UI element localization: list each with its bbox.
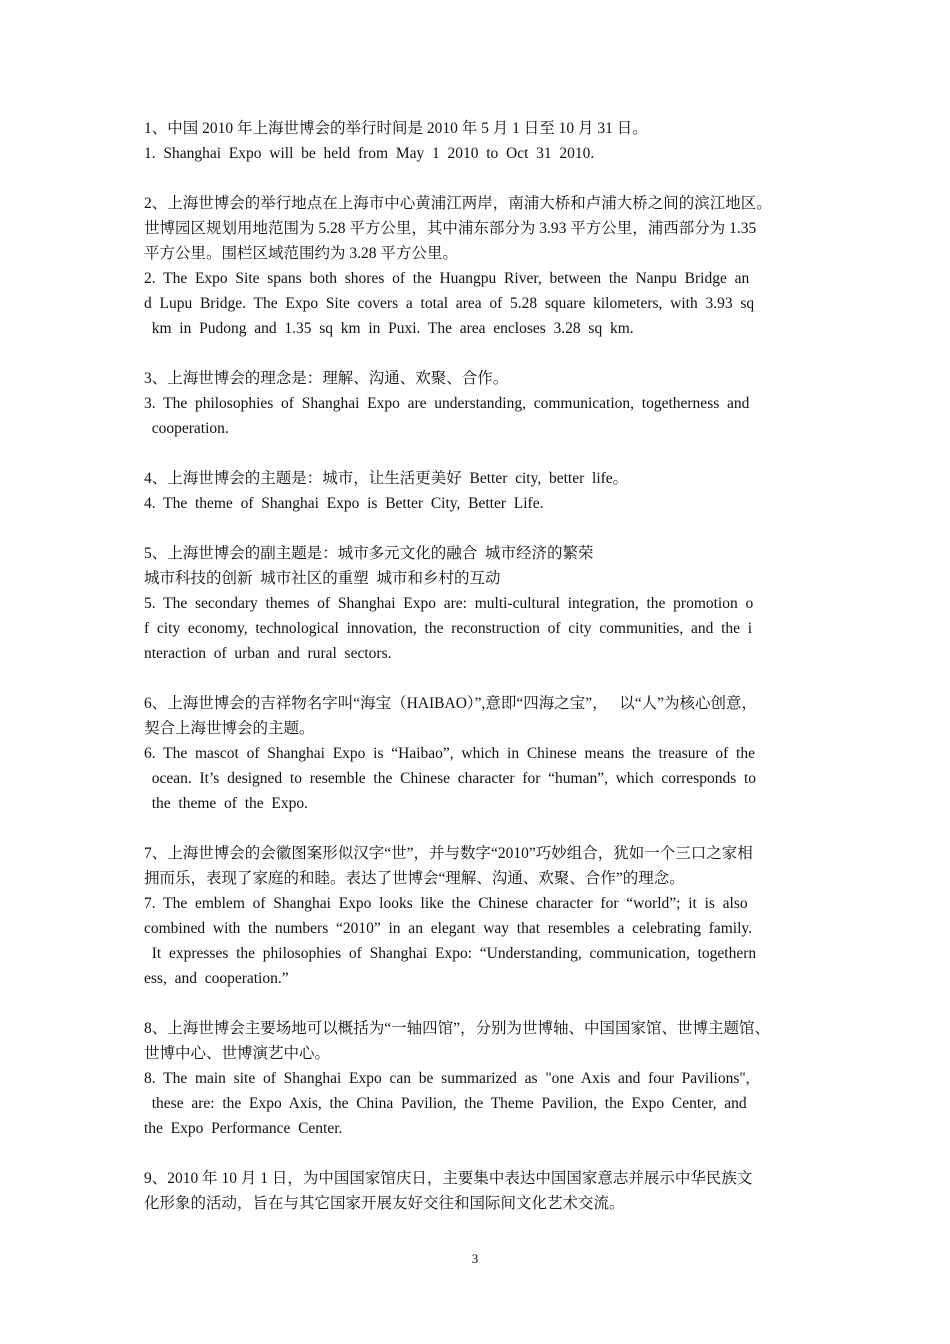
english-text-line: d Lupu Bridge. The Expo Site covers a total area of 5.28 square kilometers, with 3.93 sq xyxy=(144,295,755,312)
chinese-text-line: 平方公里。围栏区域范围约为 3.28 平方公里。 xyxy=(144,245,458,262)
chinese-text-line: 4、上海世博会的主题是：城市，让生活更美好 Better city, better life。 xyxy=(144,470,629,487)
document-body xyxy=(144,116,808,1241)
english-text-line: 4. The theme of Shanghai Expo is Better City, Better Life. xyxy=(144,495,544,512)
english-text-line: 6. The mascot of Shanghai Expo is “Haibao”, which in Chinese means the treasure of the xyxy=(144,745,755,762)
chinese-text-line: 7、上海世博会的会徽图案形似汉字“世”，并与数字“2010”巧妙组合，犹如一个三口之家相 xyxy=(144,845,753,862)
chinese-text-line: 6、上海世博会的吉祥物名字叫“海宝（HAIBAO）”,意即“四海之宝”， 以“人”为核心创意， xyxy=(144,695,758,712)
english-text-line: 5. The secondary themes of Shanghai Expo are: multi-cultural integration, the promotion o xyxy=(144,595,754,612)
chinese-text-line: 2、上海世博会的举行地点在上海市中心黄浦江两岸，南浦大桥和卢浦大桥之间的滨江地区。 xyxy=(144,195,772,212)
english-text-line: km in Pudong and 1.35 sq km in Puxi. The area encloses 3.28 sq km. xyxy=(144,320,634,337)
english-text-line: f city economy, technological innovation, the reconstruction of city communities, and the i xyxy=(144,620,753,637)
english-text-line: the theme of the Expo. xyxy=(144,795,308,812)
chinese-text-line: 城市科技的创新 城市社区的重塑 城市和乡村的互动 xyxy=(144,570,501,587)
page-number: 3 xyxy=(471,1251,479,1266)
english-text-line: 3. The philosophies of Shanghai Expo are understanding, communication, togetherness and xyxy=(144,395,750,412)
english-text-line: It expresses the philosophies of Shanghai Expo: “Understanding, communication, togethern xyxy=(144,945,757,962)
faq-item-4 xyxy=(144,466,808,516)
chinese-text-line: 化形象的活动，旨在与其它国家开展友好交往和国际间文化艺术交流。 xyxy=(144,1195,625,1212)
english-text-line: combined with the numbers “2010” in an elegant way that resembles a celebrating family. xyxy=(144,920,753,937)
chinese-text-line: 5、上海世博会的副主题是：城市多元文化的融合 城市经济的繁荣 xyxy=(144,545,594,562)
chinese-text-line: 3、上海世博会的理念是：理解、沟通、欢聚、合作。 xyxy=(144,370,509,387)
english-text-line: these are: the Expo Axis, the China Pavilion, the Theme Pavilion, the Expo Center, and xyxy=(144,1095,747,1112)
faq-item-2 xyxy=(144,191,808,341)
faq-item-1 xyxy=(144,116,808,166)
english-text-line: ocean. It’s designed to resemble the Chinese character for “human”, which corresponds to xyxy=(144,770,757,787)
english-text-line: 2. The Expo Site spans both shores of the Huangpu River, between the Nanpu Bridge an xyxy=(144,270,750,287)
faq-item-7 xyxy=(144,841,808,991)
english-text-line: 7. The emblem of Shanghai Expo looks like the Chinese character for “world”; it is also xyxy=(144,895,748,912)
chinese-text-line: 世博中心、世博演艺中心。 xyxy=(144,1045,331,1062)
english-text-line: ess, and cooperation.” xyxy=(144,970,289,987)
chinese-text-line: 1、中国 2010 年上海世博会的举行时间是 2010 年 5 月 1 日至 10 月 31 日。 xyxy=(144,120,648,137)
english-text-line: 1. Shanghai Expo will be held from May 1 2010 to Oct 31 2010. xyxy=(144,145,595,162)
chinese-text-line: 世博园区规划用地范围为 5.28 平方公里，其中浦东部分为 3.93 平方公里，浦西部分为 1.35 xyxy=(144,220,757,237)
chinese-text-line: 9、2010 年 10 月 1 日，为中国国家馆庆日，主要集中表达中国国家意志并展示中华民族文 xyxy=(144,1170,753,1187)
english-text-line: cooperation. xyxy=(144,420,229,437)
chinese-text-line: 拥而乐，表现了家庭的和睦。表达了世博会“理解、沟通、欢聚、合作”的理念。 xyxy=(144,870,685,887)
faq-item-9 xyxy=(144,1166,808,1216)
faq-item-6 xyxy=(144,691,808,816)
english-text-line: nteraction of urban and rural sectors. xyxy=(144,645,392,662)
chinese-text-line: 契合上海世博会的主题。 xyxy=(144,720,315,737)
chinese-text-line: 8、上海世博会主要场地可以概括为“一轴四馆”，分别为世博轴、中国国家馆、世博主题馆、 xyxy=(144,1020,771,1037)
faq-item-8 xyxy=(144,1016,808,1141)
faq-item-5 xyxy=(144,541,808,666)
english-text-line: 8. The main site of Shanghai Expo can be summarized as "one Axis and four Pavilions", xyxy=(144,1070,750,1087)
english-text-line: the Expo Performance Center. xyxy=(144,1120,343,1137)
faq-item-3 xyxy=(144,366,808,441)
